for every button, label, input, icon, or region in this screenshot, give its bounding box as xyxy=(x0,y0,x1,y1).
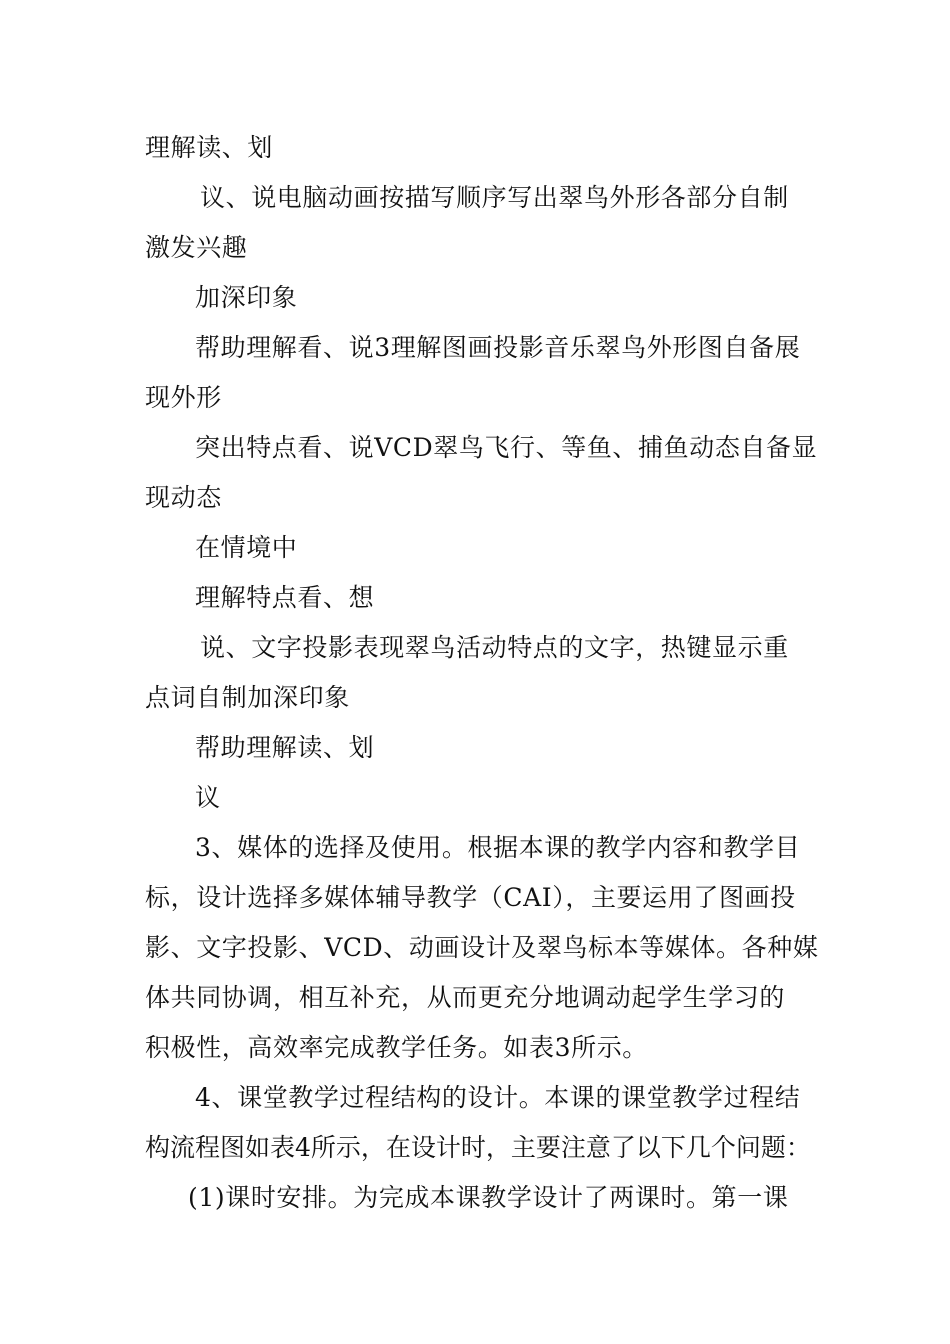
text-line-1: 理解读、划 xyxy=(145,133,274,162)
text-line-4: 加深印象 xyxy=(195,283,298,312)
text-line-15: 3、媒体的选择及使用。根据本课的教学内容和教学目 xyxy=(195,833,801,862)
text-line-21: 构流程图如表4所示，在设计时，主要注意了以下几个问题： xyxy=(145,1133,811,1162)
text-line-18: 体共同协调，相互补充，从而更充分地调动起学生学习的 xyxy=(145,983,786,1012)
text-line-17: 影、文字投影、VCD、动画设计及翠鸟标本等媒体。各种媒 xyxy=(145,933,819,962)
text-line-14: 议 xyxy=(195,783,221,812)
text-line-3: 激发兴趣 xyxy=(145,233,248,262)
text-line-7: 突出特点看、说VCD翠鸟飞行、等鱼、捕鱼动态自备显 xyxy=(195,433,818,462)
text-line-8: 现动态 xyxy=(145,483,222,512)
text-line-5: 帮助理解看、说3理解图画投影音乐翠鸟外形图自备展 xyxy=(195,333,801,362)
text-line-9: 在情境中 xyxy=(195,533,298,562)
text-line-13: 帮助理解读、划 xyxy=(195,733,375,762)
text-line-22: (1)课时安排。为完成本课教学设计了两课时。第一课 xyxy=(188,1183,789,1212)
text-line-19: 积极性，高效率完成教学任务。如表3所示。 xyxy=(145,1033,648,1062)
text-line-2: 议、说电脑动画按描写顺序写出翠鸟外形各部分自制 xyxy=(200,183,789,212)
text-line-10: 理解特点看、想 xyxy=(195,583,375,612)
text-line-12: 点词自制加深印象 xyxy=(145,683,350,712)
text-line-16: 标，设计选择多媒体辅导教学（CAI），主要运用了图画投 xyxy=(145,883,796,912)
text-line-11: 说、文字投影表现翠鸟活动特点的文字，热键显示重 xyxy=(200,633,789,662)
text-line-20: 4、课堂教学过程结构的设计。本课的课堂教学过程结 xyxy=(195,1083,801,1112)
text-line-6: 现外形 xyxy=(145,383,222,412)
